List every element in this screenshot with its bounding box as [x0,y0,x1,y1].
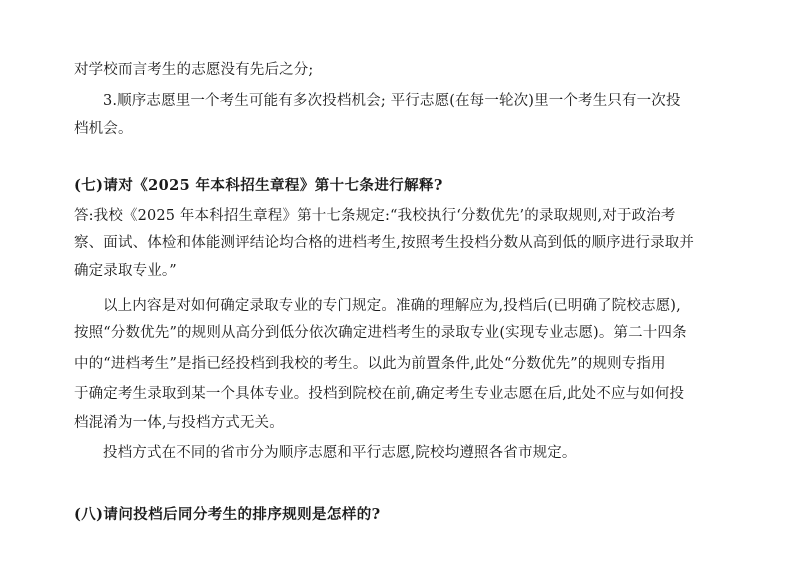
answer-line-2: 察、面试、体检和体能测评结论均合格的进档考生,按照考生投档分数从高到低的顺序进行录取并 [74,235,695,251]
paragraph-1-line-1: 以上内容是对如何确定录取专业的专门规定。准确的理解应为,投档后(已明确了院校志愿), [103,298,681,314]
paragraph-1-line-2: 按照“分数优先”的规则从高分到低分依次确定进档考生的录取专业(实现专业志愿)。第二十四条 [74,325,687,341]
section-8-heading: (八)请问投档后同分考生的排序规则是怎样的? [74,506,381,523]
prev-section-line-1: 对学校而言考生的志愿没有先后之分; [74,62,314,78]
paragraph-2-line-1: 投档方式在不同的省市分为顺序志愿和平行志愿,院校均遵照各省市规定。 [103,445,577,461]
paragraph-1-line-3: 中的“进档考生”是指已经投档到我校的考生。以此为前置条件,此处“分数优先”的规则专指用 [74,356,666,372]
answer-line-1: 答:我校《2025 年本科招生章程》第十七条规定:“我校执行‘分数优先’的录取规则,对于政治考 [74,208,676,224]
paragraph-1-line-5: 档混淆为一体,与投档方式无关。 [74,415,284,431]
point-3-line-2: 档机会。 [74,121,133,137]
section-7-heading: (七)请对《2025 年本科招生章程》第十七条进行解释? [74,177,443,194]
point-3-line-1: 3.顺序志愿里一个考生可能有多次投档机会; 平行志愿(在每一轮次)里一个考生只有一次投 [103,93,681,109]
answer-line-3: 确定录取专业。” [74,263,177,279]
paragraph-1-line-4: 于确定考生录取到某一个具体专业。投档到院校在前,确定考生专业志愿在后,此处不应与如何投 [74,386,685,402]
